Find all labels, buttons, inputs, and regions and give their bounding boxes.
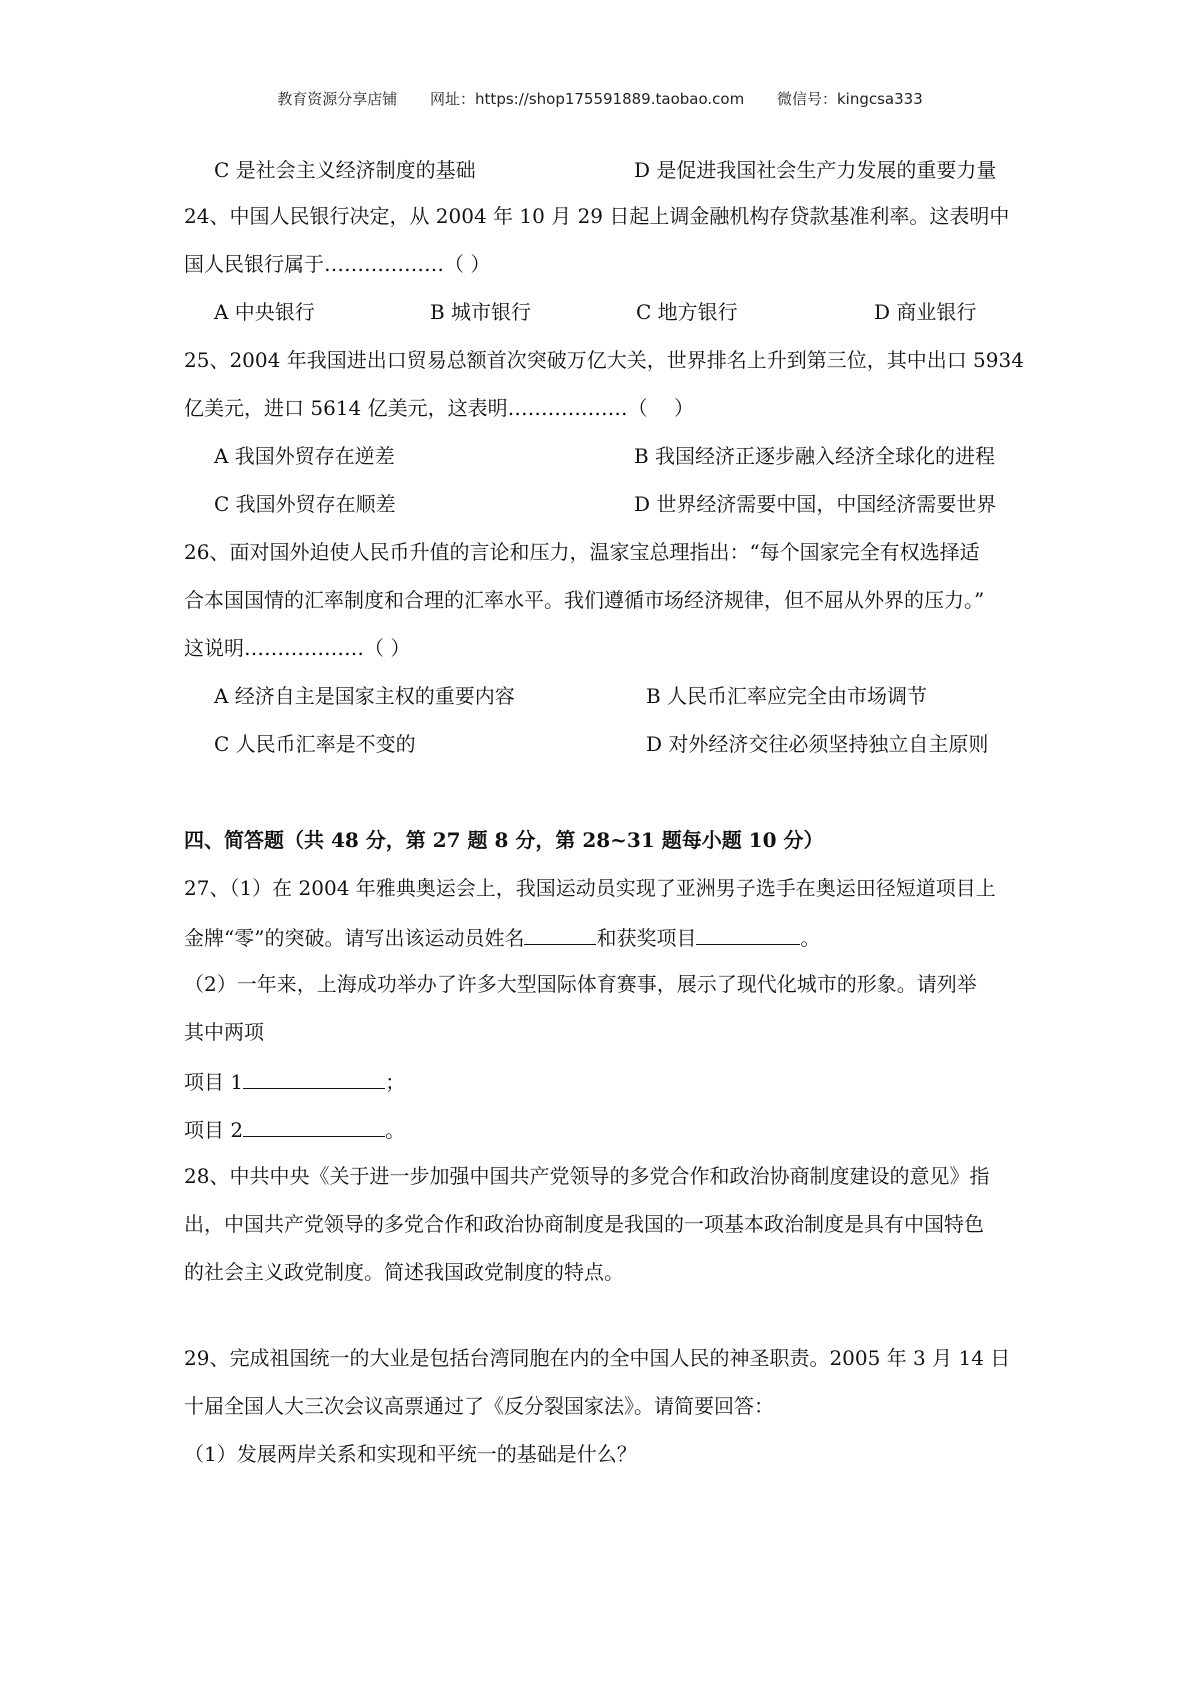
q24-option-a: A 中央银行 [214,300,315,324]
q28-line-1: 28、中共中央《关于进一步加强中国共产党领导的多党合作和政治协商制度建设的意见》指 [184,1164,990,1188]
q25-option-c: C 我国外贸存在顺差 [214,492,396,516]
q27-line-3: （2）一年来，上海成功举办了许多大型国际体育赛事，展示了现代化城市的形象。请列举 [184,972,977,996]
item-2-label: 项目 2 [184,1118,244,1142]
q27-line-4: 其中两项 [184,1020,264,1044]
q26-line-1: 26、面对国外迫使人民币升值的言论和压力，温家宝总理指出：“每个国家完全有权选择适 [184,540,980,564]
q23-option-c: C 是社会主义经济制度的基础 [214,158,476,182]
item-2-end: 。 [385,1118,406,1142]
page-header [0,88,1200,109]
q26-option-b: B 人民币汇率应完全由市场调节 [646,684,928,708]
q27-line-2-text-c: 。 [800,926,821,950]
q27-item-1 [184,1070,405,1092]
q27-item-2 [184,1118,405,1140]
item-1-blank[interactable] [243,1070,385,1089]
q27-line-2-text-b: 和获奖项目 [596,926,697,950]
q26-option-a: A 经济自主是国家主权的重要内容 [214,684,515,708]
q27-line-2 [184,926,820,948]
wechat-id: 微信号：kingcsa333 [776,90,923,108]
section-4-title: 四、简答题（共 48 分，第 27 题 8 分，第 28~31 题每小题 10 分） [184,828,824,852]
item-1-label: 项目 1 [184,1070,244,1094]
q25-option-b: B 我国经济正逐步融入经济全球化的进程 [634,444,996,468]
q24-line-1: 24、中国人民银行决定，从 2004 年 10 月 29 日起上调金融机构存贷款基准利率。这表明中 [184,204,1010,228]
q25-option-a: A 我国外贸存在逆差 [214,444,395,468]
q25-line-2: 亿美元，进口 5614 亿美元，这表明………………（ ） [184,396,694,420]
q27-line-1: 27、（1）在 2004 年雅典奥运会上，我国运动员实现了亚洲男子选手在奥运田径短道项目上 [184,876,996,900]
q29-line-3: （1）发展两岸关系和实现和平统一的基础是什么？ [184,1442,637,1466]
q26-line-3: 这说明………………（ ） [184,636,411,660]
q28-line-2: 出，中国共产党领导的多党合作和政治协商制度是我国的一项基本政治制度是具有中国特色 [184,1212,984,1236]
q25-line-1: 25、2004 年我国进出口贸易总额首次突破万亿大关，世界排名上升到第三位，其中出口 5934 [184,348,1024,372]
q27-line-2-text-a: 金牌“零”的突破。请写出该运动员姓名 [184,926,525,950]
q24-option-b: B 城市银行 [430,300,532,324]
q24-option-c: C 地方银行 [636,300,738,324]
item-1-end: ； [385,1070,406,1094]
q29-line-1: 29、完成祖国统一的大业是包括台湾同胞在内的全中国人民的神圣职责。2005 年 3 月 14 日 [184,1346,1011,1370]
event-blank[interactable] [696,926,800,945]
q29-line-2: 十届全国人大三次会议高票通过了《反分裂国家法》。请简要回答： [184,1394,774,1418]
q25-option-d: D 世界经济需要中国，中国经济需要世界 [634,492,997,516]
q24-line-2: 国人民银行属于………………（ ） [184,252,491,276]
q26-line-2: 合本国国情的汇率制度和合理的汇率水平。我们遵循市场经济规律，但不屈从外界的压力。” [184,588,985,612]
athlete-name-blank[interactable] [524,926,596,945]
q26-option-c: C 人民币汇率是不变的 [214,732,416,756]
q23-option-d: D 是促进我国社会生产力发展的重要力量 [634,158,997,182]
shop-url: 网址：https://shop175591889.taobao.com [430,90,745,108]
shop-name: 教育资源分享店铺 [277,90,398,108]
q24-option-d: D 商业银行 [874,300,977,324]
item-2-blank[interactable] [243,1118,385,1137]
q28-line-3: 的社会主义政党制度。简述我国政党制度的特点。 [184,1260,624,1284]
q26-option-d: D 对外经济交往必须坚持独立自主原则 [646,732,989,756]
